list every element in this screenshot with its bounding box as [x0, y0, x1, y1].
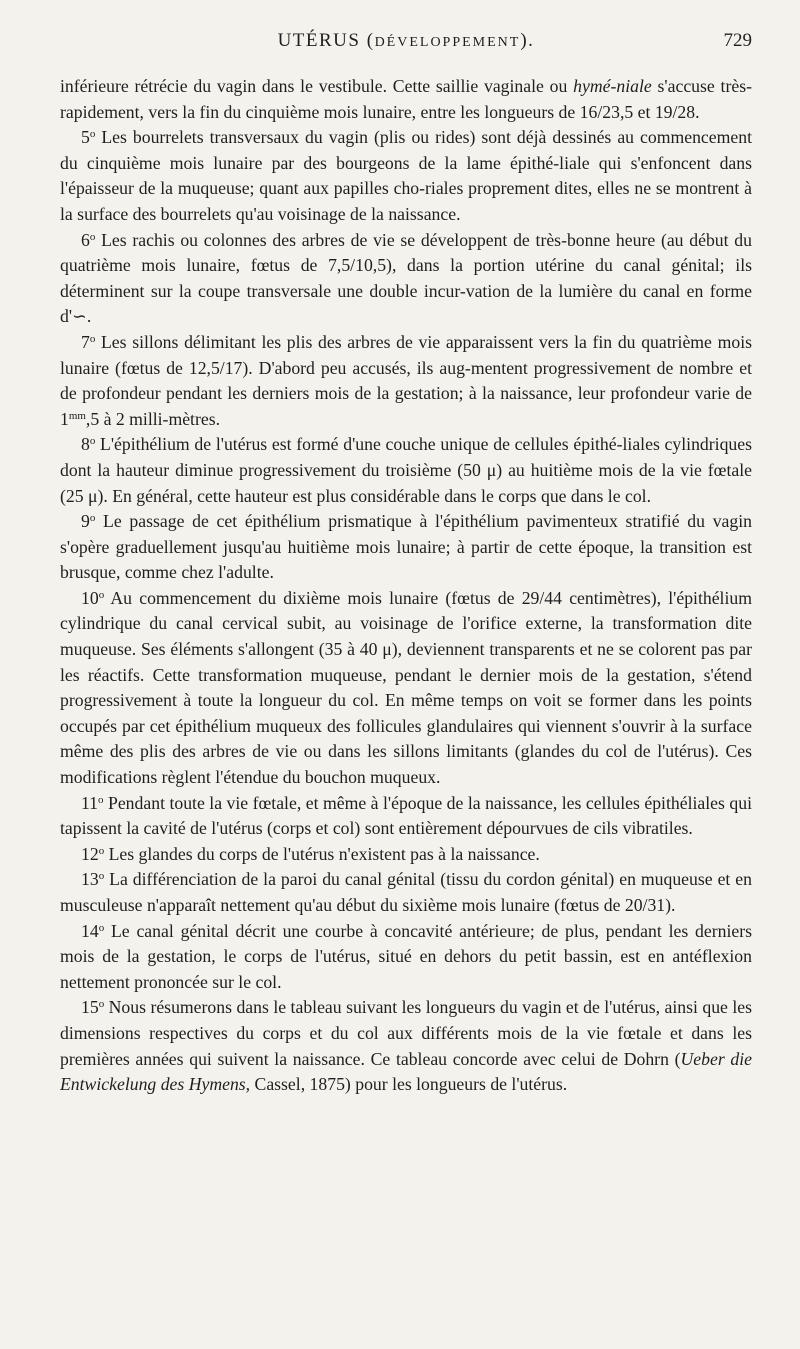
page	[60, 28, 752, 1098]
paragraph-12: 12$^o$ Les glandes du corps de l'utérus n'existent pas à la naissance.	[81, 843, 540, 864]
paragraph-11: 11$^o$ Pendant toute la vie fœtale, et même à l'époque de la naissance, les cellules épithéliales qui tapissent la cavité de l'utérus (corps et col) sont entièrement dépourvues de cils vibratiles.	[60, 792, 752, 839]
paragraph-7: 7$^o$ Les sillons délimitant les plis des arbres de vie apparaissent vers la fin du quatrième mois lunaire (fœtus de 12,5/17). D'abord peu accusés, ils aug-mentent progressivement de nombre et de profondeur pendant les derniers mois de la gestation; à la naissance, leur profondeur varie de $1^{mm},5$ à 2 milli-mètres.	[60, 331, 752, 429]
body-text	[60, 74, 752, 1098]
paragraph-6: 6$^o$ Les rachis ou colonnes des arbres de vie se développent de très-bonne heure (au début du quatrième mois lunaire, fœtus de 7,5/10,5), dans la portion utérine du canal génital; ils déterminent sur la coupe transversale une double incur-vation de la lumière du canal en forme d'∽.	[60, 229, 752, 327]
running-header	[60, 28, 752, 58]
paragraph-14: 14$^o$ Le canal génital décrit une courbe à concavité antérieure; de plus, pendant les derniers mois de la gestation, le corps de l'utérus, situé en dehors du petit bassin, est en antéflexion nettement prononcée sur le col.	[60, 920, 752, 992]
running-title: UTÉRUS (DÉVELOPPEMENT).	[277, 30, 535, 51]
paragraph-8: 8$^o$ L'épithélium de l'utérus est formé d'une couche unique de cellules épithé-liales cylindriques dont la hauteur diminue progressivement du troisième (50 μ) au huitième mois de la vie fœtale (25 μ). En général, cette hauteur est plus considérable dans le corps que dans le col.	[60, 434, 752, 506]
paragraph-15: 15$^o$ Nous résumerons dans le tableau suivant les longueurs du vagin et de l'utérus, ainsi que les dimensions respectives du corps et du col aux différents mois de la vie fœtale et dans les premières années qui suivent la naissance. Ce tableau concorde avec celui de Dohrn (Ueber die Entwickelung des Hymens, Cassel, 1875) pour les longueurs de l'utérus.	[60, 997, 752, 1095]
paragraph-5: 5$^o$ Les bourrelets transversaux du vagin (plis ou rides) sont déjà dessinés au commencement du cinquième mois lunaire par des bourgeons de la lame épithé-liale qui s'enfoncent dans l'épaisseur de la muqueuse; quant aux papilles cho-riales proprement dites, elles ne se montrent à la surface des bourrelets qu'au voisinage de la naissance.	[60, 127, 752, 224]
paragraph-continuation: inférieure rétrécie du vagin dans le vestibule. Cette saillie vaginale ou hymé-niale s'accuse très-rapidement, vers la fin du cinquième mois lunaire, entre les longueurs de 16/23,5 et 19/28.	[60, 76, 752, 122]
paragraph-10: 10$^o$ Au commencement du dixième mois lunaire (fœtus de 29/44 centimètres), l'épithélium cylindrique du canal cervical subit, au voisinage de l'orifice externe, la transformation dite muqueuse. Ses éléments s'allongent (35 à 40 μ), deviennent transparents et ne se colorent pas par les réactifs. Cette transformation muqueuse, pendant le dernier mois de la gestation, s'étend progressivement à toute la longueur du col. En même temps on voit se former dans les points occupés par cet épithélium muqueux des follicules glandulaires qui viennent s'ouvrir à la surface même des plis des arbres de vie ou dans les sillons limitants (glandes du col de l'utérus). Ces modifications règlent l'étendue du bouchon muqueux.	[60, 587, 752, 788]
page-number: 729	[723, 30, 752, 51]
paragraph-9: 9$^o$ Le passage de cet épithélium prismatique à l'épithélium pavimenteux stratifié du vagin s'opère graduellement jusqu'au huitième mois lunaire; à partir de cette époque, la transition est brusque, comme chez l'adulte.	[60, 511, 752, 583]
paragraph-13: 13$^o$ La différenciation de la paroi du canal génital (tissu du cordon génital) en muqueuse et en musculeuse n'apparaît nettement qu'au début du sixième mois lunaire (fœtus de 20/31).	[60, 869, 752, 915]
